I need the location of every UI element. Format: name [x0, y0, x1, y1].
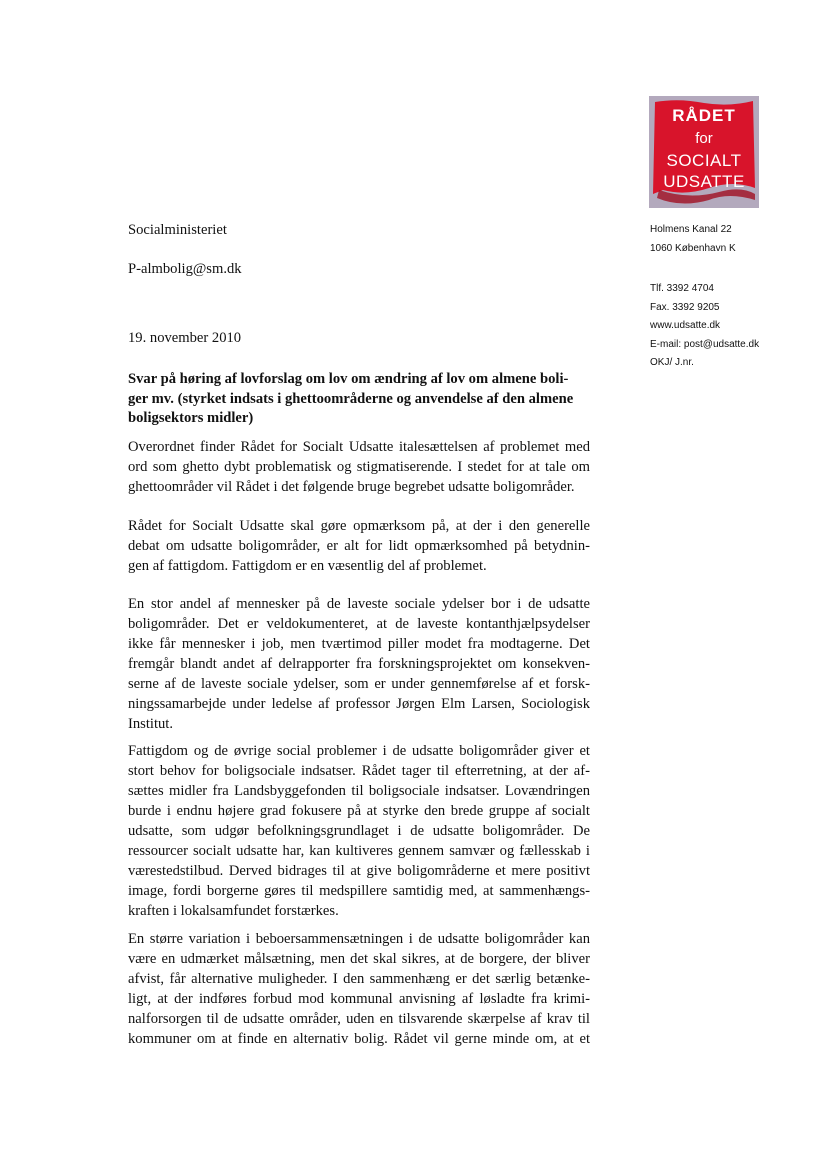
sender-website: www.udsatte.dk	[650, 320, 721, 331]
sender-fax: Fax. 3392 9205	[650, 301, 720, 313]
paragraph-line: afvist, får alternative muligheder. I den sammenhæng er det særlig betænke-	[128, 971, 590, 987]
recipient-email: P-almbolig@sm.dk	[128, 261, 242, 277]
sender-email: E-mail: post@udsatte.dk	[650, 338, 760, 350]
paragraph-line: ikke får mennesker i job, men tværtimod piller modet fra modtagerne. Det	[128, 636, 590, 652]
logo-line-3: SOCIALT	[666, 151, 742, 170]
paragraph-line: sættes midler fra Landsbyggefonden til boligsociale indsatser. Lovændringen	[128, 783, 590, 799]
paragraph-line: udsatte, som udgør befolkningsgrundlaget i de udsatte boligområder. De	[128, 823, 590, 839]
paragraph-line: Institut.	[128, 716, 173, 732]
paragraph-line: Overordnet finder Rådet for Socialt Udsatte italesættelsen af problemet med	[128, 439, 590, 455]
paragraph-line: kommuner om at finde en alternativ bolig. Rådet vil gerne minde om, at et	[128, 1031, 590, 1047]
paragraph-line: fremgår blandt andet af delrapporter fra forskningsprojektet om konsekven-	[128, 656, 590, 672]
paragraph-3	[128, 594, 590, 734]
paragraph-2	[128, 516, 590, 576]
paragraph-line: En større variation i beboersammensætningen i de udsatte boligområder kan	[128, 931, 590, 947]
paragraph-line: debat om udsatte boligområder, er alt for lidt opmærksomhed på betydnin-	[128, 538, 590, 554]
paragraph-line: nalforsorgen til de udsatte områder, uden en tilsvarende skærpelse af krav til	[128, 1011, 590, 1027]
paragraph-line: stort behov for boligsociale indsatser. Rådet tager til efterretning, at der af-	[128, 763, 590, 779]
sender-street: Holmens Kanal 22	[650, 224, 732, 235]
sender-contact-block	[650, 221, 820, 373]
paragraph-line: serne af de laveste sociale ydelser, som er under gennemførelse af et forsk-	[128, 676, 590, 692]
paragraph-line: En stor andel af mennesker på de laveste sociale ydelser bor i de udsatte	[128, 596, 590, 612]
paragraph-line: Rådet for Socialt Udsatte skal gøre opmærksom på, at der i den generelle	[128, 518, 590, 534]
paragraph-line: ressourcer socialt udsatte har, kan kultiveres gennem samvær og fællesskab i	[128, 843, 590, 859]
sender-phone: Tlf. 3392 4704	[650, 283, 714, 294]
subject-line: Svar på høring af lovforslag om lov om ændring af lov om almene boli-	[128, 371, 569, 387]
paragraph-line: kraften i lokalsamfundet forstærkes.	[128, 903, 339, 919]
logo-line-2: for	[695, 130, 713, 147]
subject-line: boligsektors midler)	[128, 410, 254, 426]
sender-reference: OKJ/ J.nr.	[650, 357, 694, 368]
paragraph-line: ord som ghetto dybt problematisk og stigmatiserende. I stedet for at tale om	[128, 459, 590, 475]
paragraph-line: burde i endnu højere grad fokusere på at styrke den brede gruppe af socialt	[128, 803, 590, 819]
logo-line-1: RÅDET	[672, 106, 736, 125]
paragraph-line: image, fordi borgerne gøres til medspillere samtidig med, at sammenhængs-	[128, 883, 590, 899]
paragraph-line: ligt, at der indføres forbud mod kommunal anvisning af løsladte fra krimi-	[128, 991, 590, 1007]
council-logo	[649, 96, 759, 208]
logo-line-4: UDSATTE	[663, 172, 745, 191]
paragraph-5	[128, 929, 590, 1049]
paragraph-4	[128, 741, 590, 921]
paragraph-line: ghettoområder vil Rådet i det følgende bruge begrebet udsatte boligområder.	[128, 479, 575, 495]
paragraph-1	[128, 437, 590, 497]
subject-line: ger mv. (styrket indsats i ghettoområderne og anvendelse af den almene	[128, 390, 574, 407]
sender-city: 1060 København K	[650, 242, 736, 254]
recipient-name: Socialministeriet	[128, 222, 227, 238]
letter-date: 19. november 2010	[128, 330, 242, 346]
paragraph-line: ningssamarbejde under ledelse af professor Jørgen Elm Larsen, Sociologisk	[128, 696, 590, 712]
paragraph-line: være en udmærket målsætning, men det skal sikres, at de borgere, der bliver	[128, 951, 590, 967]
subject-heading	[128, 370, 590, 429]
paragraph-line: Fattigdom og de øvrige social problemer i de udsatte boligområder giver et	[128, 743, 590, 759]
paragraph-line: gen af fattigdom. Fattigdom er en væsentlig del af problemet.	[128, 558, 487, 574]
paragraph-line: boligområder. Det er veldokumenteret, at de laveste kontanthjælpsydelser	[128, 616, 590, 632]
paragraph-line: værestedstilbud. Derved bidrages til at give boligområderne et mere positivt	[128, 863, 590, 879]
